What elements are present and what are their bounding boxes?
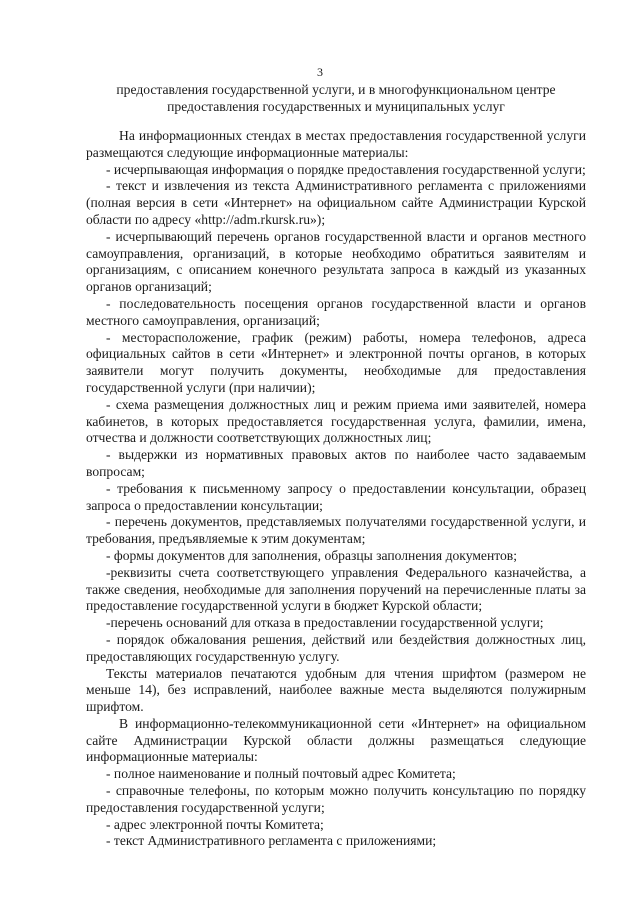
paragraph: - выдержки из нормативных правовых актов по наиболее часто задаваемым вопросам; bbox=[86, 447, 586, 479]
paragraph: - справочные телефоны, по которым можно получить консультацию по порядку предоставления государственной услуги; bbox=[86, 783, 586, 815]
paragraph: -перечень оснований для отказа в предоставлении государственной услуги; bbox=[106, 615, 544, 631]
document-body bbox=[86, 128, 586, 850]
paragraph: - месторасположение, график (режим) работы, номера телефонов, адреса официальных сайтов в сети «Интернет» и электронной почты органов, в которых заявители могут получить документы, необходимые для предоставления государственной услуги (при наличии); bbox=[86, 329, 586, 395]
paragraph: - исчерпывающий перечень органов государственной власти и органов местного самоуправления, организаций, в которые необходимо обратиться заявителям и организациям, с описанием конечного результата запроса в каждый из указанных органов организаций; bbox=[86, 228, 586, 295]
heading-line-2: предоставления государственных и муниципальных услуг bbox=[167, 99, 505, 114]
page-number: 3 bbox=[317, 65, 323, 79]
paragraph: -реквизиты счета соответствующего управления Федерального казначейства, а также сведения, необходимые для заполнения поручений на перечисленные платы за предоставление государственной услуги в бюджет Курской области; bbox=[86, 564, 586, 614]
paragraph: На информационных стендах в местах предоставления государственной услуги размещаются следующие информационные материалы: bbox=[86, 128, 586, 160]
paragraph: - адрес электронной почты Комитета; bbox=[106, 816, 324, 832]
paragraph: - текст и извлечения из текста Административного регламента с приложениями (полная версия в сети «Интернет» на официальном сайте Администрации Курской области по адресу «http://adm.rkursk.ru»); bbox=[86, 178, 586, 227]
paragraph: - последовательность посещения органов государственной власти и органов местного самоуправления, организаций; bbox=[86, 295, 586, 328]
paragraph: - перечень документов, представляемых получателями государственной услуги, и требования, предъявляемые к этим документам; bbox=[86, 514, 586, 547]
paragraph: - порядок обжалования решения, действий или бездействия должностных лиц, предоставляющих государственную услугу. bbox=[86, 631, 586, 664]
paragraph: - полное наименование и полный почтовый адрес Комитета; bbox=[106, 766, 456, 782]
section-heading bbox=[86, 81, 586, 115]
paragraph: - исчерпывающая информация о порядке предоставления государственной услуги; bbox=[106, 161, 586, 177]
paragraph: - формы документов для заполнения, образцы заполнения документов; bbox=[106, 547, 517, 563]
heading-line-1: предоставления государственной услуги, и в многофункциональном центре bbox=[116, 82, 556, 97]
paragraph: - требования к письменному запросу о предоставлении консультации, образец запроса о предоставлении консультации; bbox=[86, 480, 586, 513]
paragraph: Тексты материалов печатаются удобным для чтения шрифтом (размером не меньше 14), без исправлений, наиболее важные места выделяются полужирным шрифтом. bbox=[86, 665, 586, 715]
paragraph: В информационно-телекоммуникационной сети «Интернет» на официальном сайте Администрации Курской области должны размещаться следующие информационные материалы: bbox=[86, 715, 586, 765]
paragraph: - схема размещения должностных лиц и режим приема ими заявителей, номера кабинетов, в которых предоставляется государственная услуга, фамилии, имена, отчества и должности соответствующих должностных лиц; bbox=[86, 396, 586, 446]
paragraph: - текст Административного регламента с приложениями; bbox=[106, 833, 437, 849]
